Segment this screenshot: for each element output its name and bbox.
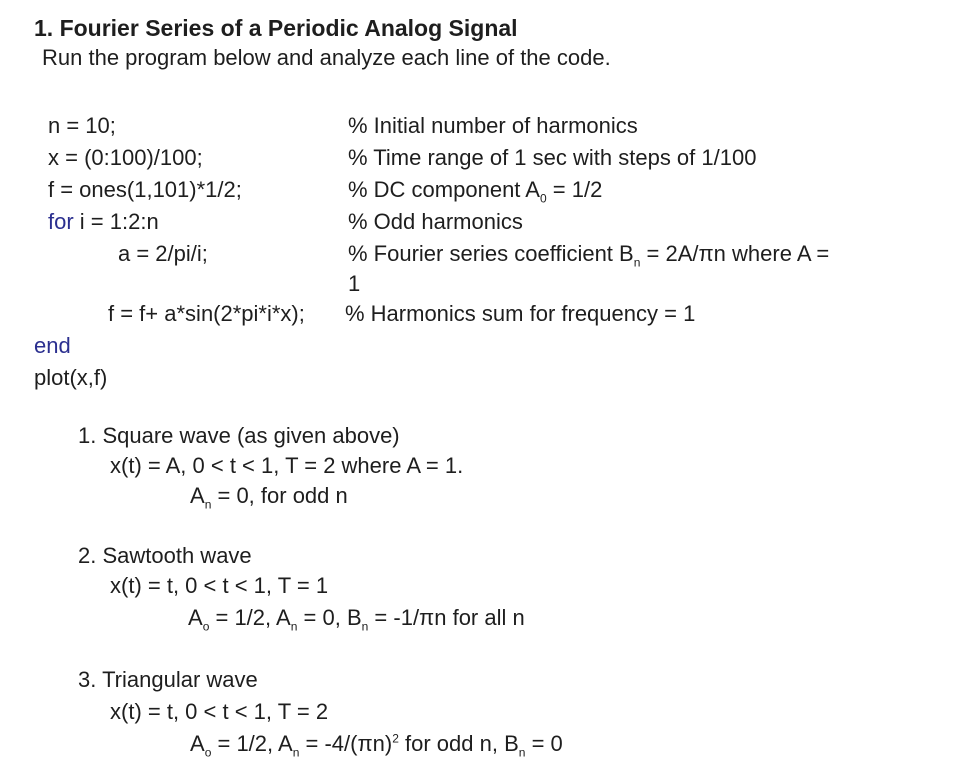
- keyword-end: end: [34, 333, 71, 358]
- square-a: A: [190, 483, 205, 508]
- triangular-a0: A: [190, 731, 205, 756]
- sawtooth-an-rest: = 0, B: [297, 605, 362, 630]
- keyword-for: for: [48, 209, 74, 234]
- triangular-wave-coefficients: [190, 731, 563, 760]
- comment-line-5-sub: n: [633, 255, 641, 270]
- code-line-4-rest: i = 1:2:n: [73, 209, 159, 234]
- comment-line-1: % Initial number of harmonics: [348, 113, 638, 138]
- triangular-wave-title: 3. Triangular wave: [78, 667, 258, 692]
- sawtooth-wave-title: 2. Sawtooth wave: [78, 543, 252, 568]
- instruction-text: Run the program below and analyze each line of the code.: [42, 45, 611, 70]
- code-line-3: f = ones(1,101)*1/2;: [48, 177, 242, 202]
- comment-line-3: [348, 177, 603, 206]
- code-line-1: n = 10;: [48, 113, 116, 138]
- square-wave-coefficients: [190, 483, 348, 512]
- comment-line-4: % Odd harmonics: [348, 209, 523, 234]
- code-line-6: f = f+ a*sin(2*pi*i*x);: [108, 301, 305, 326]
- code-line-5: a = 2/pi/i;: [118, 241, 208, 266]
- comment-line-5-wrap: 1: [348, 271, 361, 296]
- sawtooth-bn-sub: n: [361, 619, 369, 634]
- triangular-an-rest: for odd n, B: [398, 731, 519, 756]
- code-line-4: [48, 211, 159, 233]
- sawtooth-an-sub: n: [290, 619, 298, 634]
- triangular-bn-rest: = 0: [525, 731, 563, 756]
- triangular-an-mid: = -4/(πn): [299, 731, 393, 756]
- triangular-bn-sub: n: [518, 745, 526, 760]
- square-wave-title: 1. Square wave (as given above): [78, 423, 400, 448]
- sawtooth-wave-coefficients: [188, 605, 525, 634]
- code-line-2: x = (0:100)/100;: [48, 145, 203, 170]
- triangular-a0-sub: o: [204, 745, 212, 760]
- triangular-a0-rest: = 1/2, A: [211, 731, 293, 756]
- section-title: 1. Fourier Series of a Periodic Analog Signal: [34, 15, 518, 41]
- comment-line-5-pre: % Fourier series coefficient B: [348, 241, 634, 266]
- square-a-sub: n: [204, 497, 212, 512]
- sawtooth-a0-sub: o: [202, 619, 210, 634]
- sawtooth-wave-equation: x(t) = t, 0 < t < 1, T = 1: [110, 573, 329, 598]
- comment-line-3-pre: % DC component A: [348, 177, 540, 202]
- sawtooth-a0: A: [188, 605, 203, 630]
- square-rest: = 0, for odd n: [211, 483, 348, 508]
- sawtooth-bn-rest: = -1/πn for all n: [368, 605, 525, 630]
- comment-line-3-post: = 1/2: [546, 177, 603, 202]
- square-wave-equation: x(t) = A, 0 < t < 1, T = 2 where A = 1.: [110, 453, 464, 478]
- comment-line-6: % Harmonics sum for frequency = 1: [345, 301, 696, 326]
- triangular-an-sub: n: [292, 745, 300, 760]
- code-line-8: plot(x,f): [34, 365, 108, 390]
- comment-line-3-sub: 0: [539, 191, 547, 206]
- comment-line-5-post: = 2A/πn where A =: [640, 241, 830, 266]
- comment-line-2: % Time range of 1 sec with steps of 1/100: [348, 145, 757, 170]
- comment-line-5: [348, 241, 830, 270]
- sawtooth-a0-rest: = 1/2, A: [209, 605, 291, 630]
- triangular-an-sup: 2: [392, 731, 399, 746]
- triangular-wave-equation: x(t) = t, 0 < t < 1, T = 2: [110, 699, 329, 724]
